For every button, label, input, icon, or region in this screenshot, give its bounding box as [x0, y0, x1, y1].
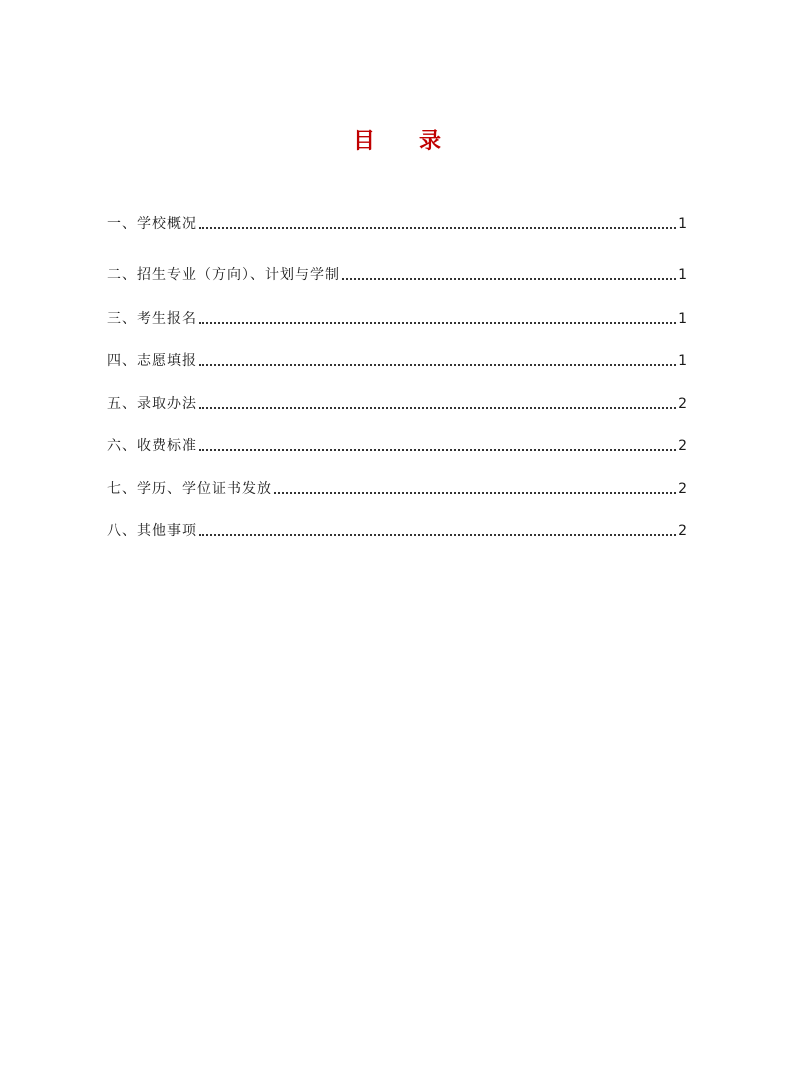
toc-entry-label: 一、学校概况 [107, 216, 197, 232]
toc-entry[interactable] [107, 265, 687, 285]
toc-entry[interactable] [107, 351, 687, 371]
toc-leader-dots [199, 407, 676, 409]
toc-entry[interactable] [107, 394, 687, 414]
toc-title [0, 128, 794, 156]
toc-title-part2: 录 [419, 129, 442, 154]
toc-entry-page: 1 [678, 216, 687, 232]
toc-entry[interactable] [107, 309, 687, 329]
toc-entry-label: 二、招生专业（方向）、计划与学制 [107, 267, 340, 283]
toc-leader-dots [199, 322, 676, 324]
toc-entry-label: 四、志愿填报 [107, 353, 197, 369]
toc-entry-label: 六、收费标准 [107, 438, 197, 454]
toc-entry-label: 三、考生报名 [107, 311, 197, 327]
toc-entry[interactable] [107, 521, 687, 541]
toc-title-part1: 目 [352, 129, 375, 154]
toc-entry-page: 2 [678, 523, 687, 539]
toc-entry-label: 八、其他事项 [107, 523, 197, 539]
toc-entry-label: 七、学历、学位证书发放 [107, 481, 272, 497]
toc-leader-dots [199, 364, 676, 366]
toc-entry-page: 1 [678, 353, 687, 369]
toc-entry-page: 2 [678, 438, 687, 454]
toc-leader-dots [199, 227, 676, 229]
toc-leader-dots [274, 492, 676, 494]
toc-entry-page: 2 [678, 396, 687, 412]
toc-entry-label: 五、录取办法 [107, 396, 197, 412]
toc-leader-dots [199, 534, 676, 536]
toc-entry[interactable] [107, 436, 687, 456]
toc-entry-page: 2 [678, 481, 687, 497]
toc-entry-page: 1 [678, 267, 687, 283]
toc-entry[interactable] [107, 214, 687, 234]
toc-entry[interactable] [107, 479, 687, 499]
toc-leader-dots [199, 449, 676, 451]
toc-leader-dots [342, 278, 676, 280]
toc-entry-page: 1 [678, 311, 687, 327]
